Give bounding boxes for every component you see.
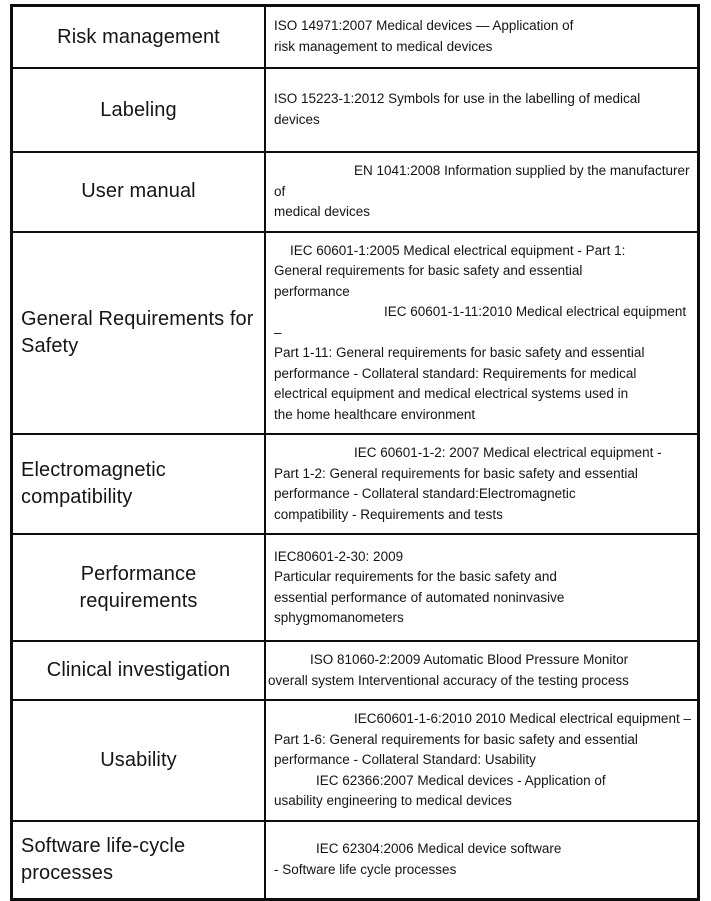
- standard-line: sphygmomanometers: [274, 610, 404, 626]
- table-row: [13, 822, 697, 898]
- standard-cell: [266, 69, 697, 151]
- category-label: Performance requirements: [79, 562, 198, 612]
- category-cell: [13, 233, 266, 434]
- standard-cell: [266, 822, 697, 898]
- standard-line: performance - Collateral Standard: Usability: [274, 752, 536, 768]
- standard-line: ISO 14971:2007 Medical devices — Application of: [274, 18, 574, 34]
- table-row: [13, 69, 697, 153]
- category-cell: [13, 153, 266, 231]
- standard-line: IEC 60601-1:2005 Medical electrical equipment - Part 1:: [290, 242, 626, 258]
- standard-line: performance - Collateral standard: Requirements for medical: [274, 365, 637, 381]
- standard-line: - Software life cycle processes: [274, 861, 457, 877]
- table-row: [13, 153, 697, 233]
- standard-line: performance - Collateral standard:Electromagnetic: [274, 486, 576, 502]
- standard-line: the home healthcare environment: [274, 406, 476, 422]
- standard-line: essential performance of automated noninvasive: [274, 589, 565, 605]
- standard-line: Particular requirements for the basic safety and: [274, 569, 557, 585]
- category-cell: [13, 535, 266, 640]
- standard-cell: [266, 701, 697, 820]
- standard-line: General requirements for basic safety and essential: [274, 263, 583, 279]
- standard-cell: [266, 153, 697, 231]
- standard-line: ISO 81060-2:2009 Automatic Blood Pressure Monitor: [310, 652, 629, 668]
- category-cell: [13, 701, 266, 820]
- table-row: [13, 535, 697, 642]
- standard-cell: [266, 435, 697, 533]
- standard-line: IEC60601-1-6:2010 2010 Medical electrical equipment –: [354, 711, 691, 727]
- standard-line: IEC 60601-1-2: 2007 Medical electrical equipment -: [354, 445, 662, 461]
- standard-cell: [266, 642, 697, 699]
- standard-line: Part 1-6: General requirements for basic safety and essential: [274, 731, 638, 747]
- standard-line: devices: [274, 112, 320, 127]
- category-label: General Requirements for Safety: [21, 307, 254, 357]
- category-cell: [13, 69, 266, 151]
- standard-line: IEC 62366:2007 Medical devices - Application of: [316, 772, 606, 788]
- table-row: [13, 7, 697, 69]
- table-row: [13, 233, 697, 436]
- standard-line: medical devices: [274, 204, 371, 220]
- standard-line: IEC80601-2-30: 2009: [274, 548, 404, 564]
- category-label: User manual: [81, 180, 196, 203]
- standard-line: risk management to medical devices: [274, 39, 493, 54]
- standard-line: performance: [274, 283, 350, 299]
- standard-line: IEC 62304:2006 Medical device software: [316, 841, 562, 857]
- category-cell: [13, 7, 266, 67]
- category-cell: [13, 642, 266, 699]
- category-label: Software life-cycle processes: [21, 834, 186, 884]
- table-row: [13, 701, 697, 822]
- standards-requirements-table: [10, 4, 700, 901]
- category-label: Electromagnetic compatibility: [21, 459, 166, 509]
- table-row: [13, 435, 697, 535]
- category-label: Risk management: [57, 25, 220, 48]
- standard-line: ISO 15223-1:2012 Symbols for use in the labelling of medical: [274, 91, 641, 107]
- standard-line: electrical equipment and medical electrical systems used in: [274, 386, 629, 402]
- standard-cell: [266, 7, 697, 67]
- table-row: [13, 642, 697, 701]
- standard-cell: [266, 535, 697, 640]
- category-label: Usability: [100, 749, 177, 772]
- standard-line: IEC 60601-1-11:2010 Medical electrical equipment –: [274, 304, 687, 340]
- standard-line: EN 1041:2008 Information supplied by the manufacturer of: [274, 163, 690, 199]
- standard-line: usability engineering to medical devices: [274, 793, 512, 809]
- standard-line: overall system Interventional accuracy of the testing process: [268, 672, 629, 688]
- category-label: Labeling: [100, 98, 177, 121]
- standard-line: Part 1-11: General requirements for basic safety and essential: [274, 345, 645, 361]
- category-cell: [13, 822, 266, 898]
- category-cell: [13, 435, 266, 533]
- standard-line: Part 1-2: General requirements for basic safety and essential: [274, 465, 638, 481]
- standard-cell: [266, 233, 697, 434]
- standard-line: compatibility - Requirements and tests: [274, 506, 503, 522]
- category-label: Clinical investigation: [46, 659, 231, 682]
